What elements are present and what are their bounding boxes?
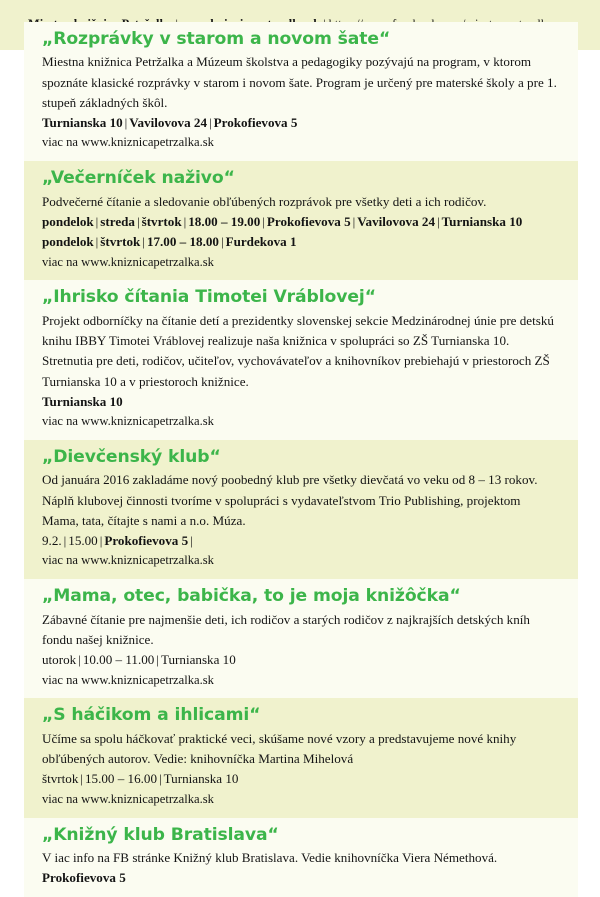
event-list: [24, 22, 578, 897]
meta-token: streda: [100, 214, 135, 229]
event-meta-line: [42, 212, 560, 232]
meta-separator: |: [94, 212, 101, 232]
meta-token: Prokofievova 5: [214, 115, 298, 130]
event-website-link[interactable]: viac na www.kniznicapetrzalka.sk: [42, 671, 560, 690]
meta-separator: |: [182, 212, 189, 232]
meta-separator: |: [140, 232, 147, 252]
event-website-link[interactable]: viac na www.kniznicapetrzalka.sk: [42, 790, 560, 809]
meta-token: Prokofievova 5: [267, 214, 351, 229]
meta-separator: |: [98, 531, 105, 551]
meta-separator: |: [351, 212, 358, 232]
meta-separator: |: [435, 212, 442, 232]
meta-token: pondelok: [42, 214, 94, 229]
event-meta-line: [42, 868, 560, 888]
event-panel: [24, 579, 578, 698]
meta-separator: |: [78, 769, 85, 789]
event-title: „Rozprávky v starom a novom šate“: [42, 29, 560, 50]
meta-token: Prokofievova 5: [42, 870, 126, 885]
event-meta-line: [42, 650, 560, 670]
meta-token: 10.00 – 11.00: [83, 652, 155, 667]
event-title: „Knižný klub Bratislava“: [42, 825, 560, 846]
event-meta-line: [42, 113, 560, 133]
event-panel: [24, 280, 578, 440]
event-panel: [24, 440, 578, 579]
meta-token: pondelok: [42, 234, 94, 249]
event-panel: [24, 161, 578, 280]
meta-separator: |: [135, 212, 142, 232]
event-description: Miestna knižnica Petržalka a Múzeum školstva a pedagogiky pozývajú na program, v ktorom spoznáte klasické rozprávky v starom i novom šate. Program je určený pre materské školy a pre 1. stupeň základných škôl.: [42, 52, 560, 113]
meta-token: štvrtok: [42, 771, 78, 786]
meta-separator: |: [157, 769, 164, 789]
event-title: „S háčikom a ihlicami“: [42, 705, 560, 726]
event-panel: [24, 698, 578, 817]
meta-token: Turnianska 10: [164, 771, 239, 786]
meta-token: Turnianska 10: [42, 394, 123, 409]
meta-token: 18.00 – 19.00: [188, 214, 260, 229]
event-description: Projekt odborníčky na čítanie detí a prezidentky slovenskej sekcie Medzinárodnej únie pre detskú knihu IBBY Timotei Vráblovej realizuje naša knižnica v spolupráci so ZŠ Turnianska 10. Stretnutia pre deti, rodičov, učiteľov, vychovávateľov a knihovníkov prebiehajú v priestoroch ZŠ Turnianska 10 a v priestoroch knižnice.: [42, 311, 560, 392]
meta-separator: |: [260, 212, 267, 232]
meta-token: Prokofievova 5: [104, 533, 188, 548]
meta-token: štvrtok: [142, 214, 182, 229]
meta-token: štvrtok: [100, 234, 140, 249]
event-title: „Večerníček naživo“: [42, 168, 560, 189]
meta-token: 15.00 – 16.00: [85, 771, 157, 786]
meta-token: Vavilovova 24: [129, 115, 207, 130]
meta-token: Turnianska 10: [161, 652, 236, 667]
event-title: „Dievčenský klub“: [42, 447, 560, 468]
event-website-link[interactable]: viac na www.kniznicapetrzalka.sk: [42, 133, 560, 152]
event-description: Podvečerné čítanie a sledovanie obľúbených rozprávok pre všetky deti a ich rodičov.: [42, 192, 560, 212]
event-panel: [24, 818, 578, 897]
event-description: V iac info na FB stránke Knižný klub Bratislava. Vedie knihovníčka Viera Némethová.: [42, 848, 560, 868]
meta-separator: |: [207, 113, 214, 133]
meta-token: Turnianska 10: [442, 214, 523, 229]
meta-token: Turnianska 10: [42, 115, 123, 130]
event-meta-line: [42, 232, 560, 252]
meta-separator: |: [188, 531, 195, 551]
event-meta-line: [42, 531, 560, 551]
event-website-link[interactable]: viac na www.kniznicapetrzalka.sk: [42, 253, 560, 272]
event-description: Zábavné čítanie pre najmenšie deti, ich rodičov a starých rodičov z najkrajších detských kníh fondu našej knižnice.: [42, 610, 560, 651]
meta-separator: |: [94, 232, 101, 252]
meta-separator: |: [76, 650, 83, 670]
event-description: Učíme sa spolu háčkovať praktické veci, skúšame nové vzory a predstavujeme nové knihy obľúbených autorov. Vedie: knihovníčka Martina Mihelová: [42, 729, 560, 770]
meta-separator: |: [154, 650, 161, 670]
meta-token: 17.00 – 18.00: [147, 234, 219, 249]
meta-token: Vavilovova 24: [357, 214, 435, 229]
event-meta-line: [42, 769, 560, 789]
event-website-link[interactable]: viac na www.kniznicapetrzalka.sk: [42, 551, 560, 570]
event-title: „Mama, otec, babička, to je moja knižôčka“: [42, 586, 560, 607]
meta-separator: |: [62, 531, 69, 551]
event-website-link[interactable]: viac na www.kniznicapetrzalka.sk: [42, 412, 560, 431]
meta-token: utorok: [42, 652, 76, 667]
event-meta-line: [42, 392, 560, 412]
meta-token: Furdekova 1: [226, 234, 297, 249]
meta-separator: |: [123, 113, 130, 133]
event-title: „Ihrisko čítania Timotei Vráblovej“: [42, 287, 560, 308]
meta-token: 15.00: [68, 533, 97, 548]
meta-token: 9.2.: [42, 533, 62, 548]
event-panel: [24, 22, 578, 161]
event-description: Od januára 2016 zakladáme nový poobedný klub pre všetky dievčatá vo veku od 8 – 13 rokov. Náplň klubovej činnosti tvoríme v spolupráci s vydavateľstvom Trio Publishing, projektom Mama, tata, čítajte s nami a n.o. Múza.: [42, 470, 560, 531]
meta-separator: |: [219, 232, 226, 252]
